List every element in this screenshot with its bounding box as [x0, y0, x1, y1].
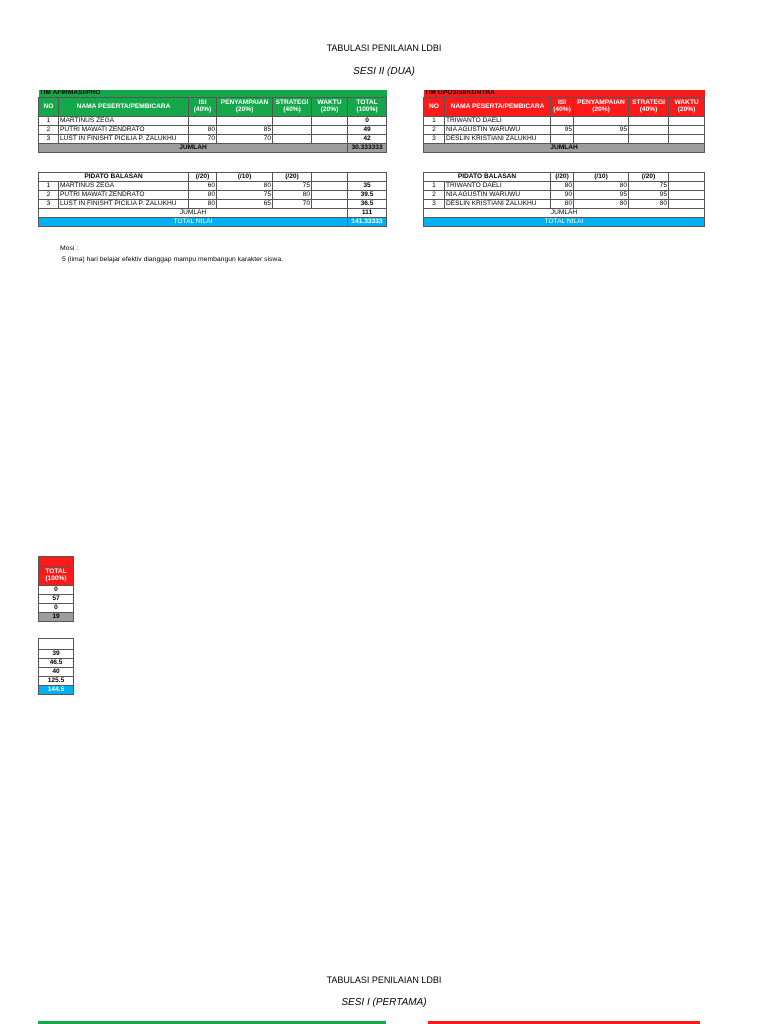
cell-no: 2 [39, 126, 59, 135]
side-total-value: 0 [39, 586, 74, 595]
cell-name: TRIWANTO DAELI [445, 182, 551, 191]
rebuttal-header-strategi: (/20) [273, 173, 312, 182]
cell-no: 3 [424, 200, 445, 209]
cell-waktu [669, 182, 705, 191]
cell-isi [551, 135, 574, 144]
cell-isi: 80 [551, 182, 574, 191]
cell-name: LUST IN FINISHT PICILIA P. ZALUKHU [59, 135, 189, 144]
cell-strategi: 70 [273, 200, 312, 209]
cell-penyampaian: 95 [574, 126, 629, 135]
header-penyampaian: PENYAMPAIAN (20%) [217, 98, 273, 117]
total-label: TOTAL NILAI [424, 218, 705, 227]
cell-penyampaian: 80 [574, 200, 629, 209]
cell-strategi [273, 126, 312, 135]
cell-penyampaian: 80 [574, 182, 629, 191]
sum-value: 30.333333 [348, 144, 387, 153]
cell-strategi [629, 117, 669, 126]
header-no: NO [424, 98, 445, 117]
sum-label: JUMLAH [424, 144, 705, 153]
cell-strategi: 80 [629, 200, 669, 209]
total-row [424, 218, 705, 227]
side-total-header: TOTAL (100%) [39, 567, 74, 586]
cell-waktu [312, 182, 348, 191]
cell-name: NIA AGUSTIN WARUWU [445, 191, 551, 200]
cell-isi: 80 [189, 200, 217, 209]
cell-name: LUST IN FINISHT PICILIA P. ZALUKHU [59, 200, 189, 209]
rebuttal-header-waktu [669, 173, 705, 182]
cell-no: 2 [424, 126, 445, 135]
cell-waktu [669, 126, 705, 135]
sum-row [39, 209, 387, 218]
cell-penyampaian [574, 135, 629, 144]
cell-isi: 80 [189, 191, 217, 200]
header-waktu: WAKTU (20%) [312, 98, 348, 117]
table-row [39, 182, 387, 191]
cell-strategi: 80 [273, 191, 312, 200]
sum-value: 111 [348, 209, 387, 218]
sum-row [39, 144, 387, 153]
cell-waktu [312, 200, 348, 209]
total-row [39, 218, 387, 227]
cell-isi: 80 [551, 200, 574, 209]
cell-strategi [629, 135, 669, 144]
cell-isi: 95 [551, 126, 574, 135]
side-total-sum: 19 [39, 613, 74, 622]
cell-no: 2 [39, 191, 59, 200]
side-total-value [39, 639, 74, 650]
header-name: NAMA PESERTA/PEMBICARA [59, 98, 189, 117]
rebuttal-header-penyampaian: (/10) [574, 173, 629, 182]
table-row [39, 135, 387, 144]
cell-total: 42 [348, 135, 387, 144]
cell-total: 36.5 [348, 200, 387, 209]
side-total-value: 46.5 [39, 659, 74, 668]
header-isi: ISI (40%) [189, 98, 217, 117]
cell-no: 3 [424, 135, 445, 144]
cell-no: 2 [424, 191, 445, 200]
sum-label: JUMLAH [39, 144, 348, 153]
side-total-value: 57 [39, 595, 74, 604]
total-value: 141.33333 [348, 218, 387, 227]
header-name: NAMA PESERTA/PEMBICARA [445, 98, 551, 117]
cell-penyampaian [217, 117, 273, 126]
session-title: SESI II (DUA) [353, 66, 415, 77]
table-row [39, 117, 387, 126]
afirmasi-rebuttal-table [38, 172, 387, 227]
cell-name: PUTRI MAWATI ZENDRATO [59, 126, 189, 135]
cell-waktu [312, 191, 348, 200]
cell-no: 3 [39, 200, 59, 209]
next-document-title: TABULASI PENILAIAN LDBI [326, 975, 442, 985]
cell-name: DESLIN KRISTIANI ZALUKHU [445, 135, 551, 144]
cell-strategi: 95 [629, 191, 669, 200]
cell-waktu [312, 135, 348, 144]
side-total-final: 144.5 [39, 686, 74, 695]
table-row [39, 200, 387, 209]
cell-waktu [669, 191, 705, 200]
side-total-value: 40 [39, 668, 74, 677]
cell-name: TRIWANTO DAELI [445, 117, 551, 126]
table-row [424, 126, 705, 135]
header-no: NO [39, 98, 59, 117]
cell-strategi [273, 117, 312, 126]
cell-isi: 90 [551, 191, 574, 200]
cell-name: PUTRI MAWATI ZENDRATO [59, 191, 189, 200]
table-row [424, 191, 705, 200]
sum-label: JUMLAH [424, 209, 705, 218]
cell-penyampaian: 65 [217, 200, 273, 209]
header-waktu: WAKTU (20%) [669, 98, 705, 117]
header-strategi: STRATEGI (40%) [629, 98, 669, 117]
cell-penyampaian: 75 [217, 191, 273, 200]
cell-waktu [312, 117, 348, 126]
table-row [39, 191, 387, 200]
sum-row [424, 144, 705, 153]
sum-row [424, 209, 705, 218]
oposisi-rebuttal-table [423, 172, 705, 227]
total-label: TOTAL NILAI [39, 218, 348, 227]
mosi-label: Mosi : [60, 245, 79, 252]
rebuttal-header-waktu [312, 173, 348, 182]
side-total-sum: 125.5 [39, 677, 74, 686]
cell-penyampaian: 80 [217, 182, 273, 191]
oposisi-team-label: TIM OPOSISI/KONTRA [424, 90, 705, 98]
cell-strategi: 75 [629, 182, 669, 191]
cell-penyampaian: 95 [574, 191, 629, 200]
side-total-table [38, 556, 74, 622]
side-header-spacer [39, 557, 74, 567]
cell-penyampaian [574, 117, 629, 126]
cell-total: 0 [348, 117, 387, 126]
cell-no: 3 [39, 135, 59, 144]
cell-isi [551, 117, 574, 126]
table-row [424, 182, 705, 191]
cell-name: MARTINUS ZEGA [59, 182, 189, 191]
cell-isi: 80 [189, 126, 217, 135]
rebuttal-header-strategi: (/20) [629, 173, 669, 182]
rebuttal-header: PIDATO BALASAN [39, 173, 189, 182]
next-session-title: SESI I (PERTAMA) [341, 997, 427, 1008]
cell-name: NIA AGUSTIN WARUWU [445, 126, 551, 135]
cell-waktu [669, 200, 705, 209]
cell-name: DESLIN KRISTIANI ZALUKHU [445, 200, 551, 209]
table-row [39, 126, 387, 135]
header-isi: ISI (40%) [551, 98, 574, 117]
cell-penyampaian: 70 [217, 135, 273, 144]
header-strategi: STRATEGI (40%) [273, 98, 312, 117]
cell-no: 1 [424, 117, 445, 126]
header-total: TOTAL (100%) [348, 98, 387, 117]
document-title: TABULASI PENILAIAN LDBI [326, 43, 442, 53]
table-row [424, 135, 705, 144]
cell-waktu [312, 126, 348, 135]
cell-no: 1 [424, 182, 445, 191]
cell-isi: 70 [189, 135, 217, 144]
side-total-value: 39 [39, 650, 74, 659]
cell-total: 35 [348, 182, 387, 191]
rebuttal-header-isi: (/20) [551, 173, 574, 182]
cell-waktu [669, 117, 705, 126]
cell-waktu [669, 135, 705, 144]
sum-label: JUMLAH [39, 209, 348, 218]
cell-penyampaian: 85 [217, 126, 273, 135]
table-row [424, 200, 705, 209]
cell-name: MARTINUS ZEGA [59, 117, 189, 126]
oposisi-score-table [423, 90, 705, 153]
side-total-value: 0 [39, 604, 74, 613]
afirmasi-team-label: TIM AFIRMASI/PRO [39, 90, 387, 98]
cell-strategi [629, 126, 669, 135]
table-row [424, 117, 705, 126]
header-penyampaian: PENYAMPAIAN (20%) [574, 98, 629, 117]
rebuttal-header-total [348, 173, 387, 182]
rebuttal-header-penyampaian: (/10) [217, 173, 273, 182]
cell-no: 1 [39, 182, 59, 191]
mosi-text: 5 (lima) hari belajar efektiv dianggap mampu membangun karakter siswa. [62, 256, 284, 263]
cell-isi: 60 [189, 182, 217, 191]
cell-total: 49 [348, 126, 387, 135]
cell-isi [189, 117, 217, 126]
cell-total: 39.5 [348, 191, 387, 200]
rebuttal-header: PIDATO BALASAN [424, 173, 551, 182]
cell-no: 1 [39, 117, 59, 126]
afirmasi-score-table [38, 90, 387, 153]
rebuttal-header-isi: (/20) [189, 173, 217, 182]
cell-strategi [273, 135, 312, 144]
cell-strategi: 75 [273, 182, 312, 191]
side-rebuttal-total-table [38, 638, 74, 695]
